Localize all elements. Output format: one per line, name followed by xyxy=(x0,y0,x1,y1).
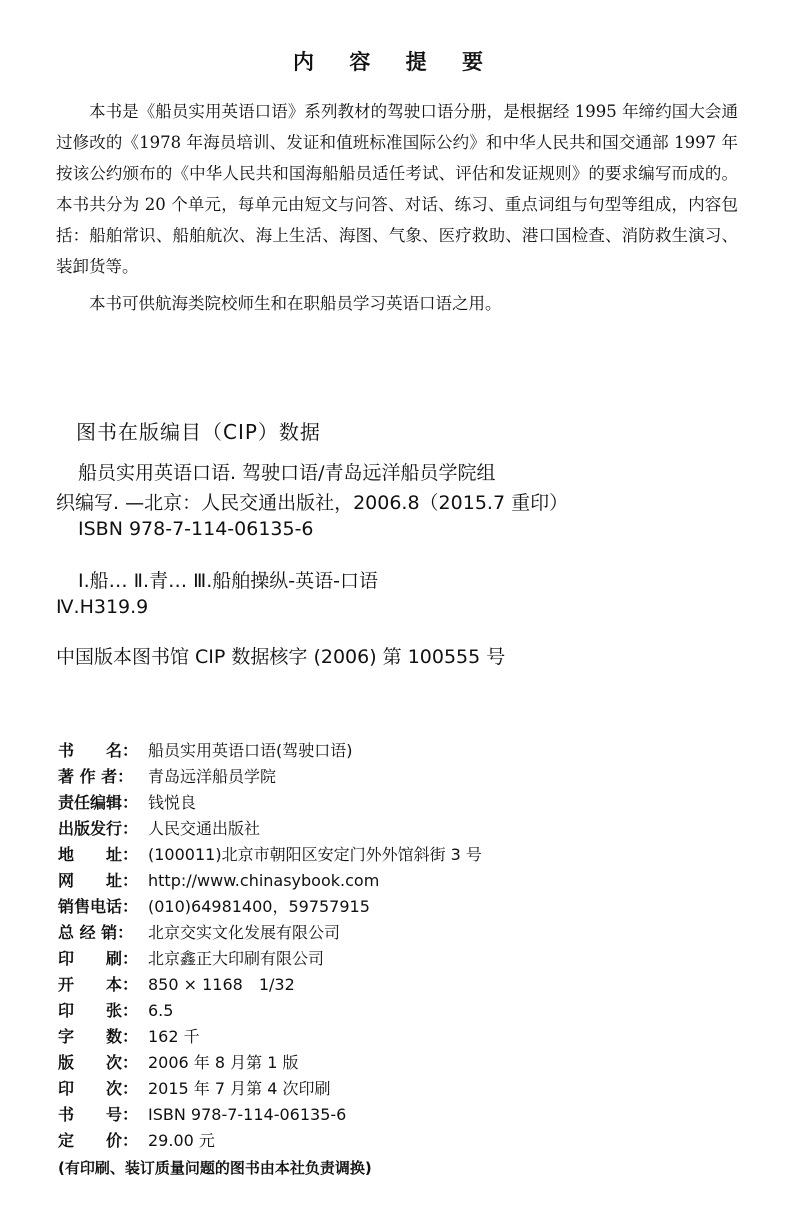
info-label: 开 本： xyxy=(58,975,139,994)
cip-line: 中国版本图书馆 CIP 数据核字 (2006) 第 100555 号 xyxy=(56,646,506,668)
info-value: 6.5 xyxy=(148,1001,174,1020)
info-value: 162 千 xyxy=(148,1027,200,1046)
info-row-sheets xyxy=(58,998,748,1024)
info-label: 印 刷： xyxy=(58,949,139,968)
info-row-edition xyxy=(58,1050,748,1076)
info-row-address xyxy=(58,842,748,868)
info-value: (010)64981400，59757915 xyxy=(148,897,370,916)
cip-line: Ⅳ.H319.9 xyxy=(56,596,149,618)
info-row-printer xyxy=(58,946,748,972)
info-label: 字 数： xyxy=(58,1027,139,1046)
info-label: 定 价： xyxy=(58,1131,139,1150)
cip-line: 船员实用英语口语. 驾驶口语/青岛远洋船员学院组 xyxy=(78,462,496,484)
info-label: 责任编辑： xyxy=(58,793,139,812)
info-label: 网 址： xyxy=(58,871,139,890)
info-row-format xyxy=(58,972,748,998)
info-value: (100011)北京市朝阳区安定门外外馆斜街 3 号 xyxy=(148,845,482,864)
info-value: 人民交通出版社 xyxy=(148,819,261,838)
cip-line: ISBN 978-7-114-06135-6 xyxy=(78,518,314,540)
info-label: 出版发行： xyxy=(58,819,139,838)
info-row-price xyxy=(58,1128,748,1154)
info-row-word-count xyxy=(58,1024,748,1050)
info-label: 印 次： xyxy=(58,1079,139,1098)
info-value: 青岛远洋船员学院 xyxy=(148,767,277,786)
info-value: 2006 年 8 月第 1 版 xyxy=(148,1053,299,1072)
info-value: 北京交实文化发展有限公司 xyxy=(148,923,341,942)
cip-heading: 图书在版编目（CIP）数据 xyxy=(76,420,321,444)
info-label: 销售电话： xyxy=(58,897,139,916)
info-row-distributor xyxy=(58,920,748,946)
cip-line: 织编写. —北京：人民交通出版社，2006.8（2015.7 重印） xyxy=(56,492,569,514)
info-value: 2015 年 7 月第 4 次印刷 xyxy=(148,1079,331,1098)
info-row-title xyxy=(58,738,748,764)
info-row-printing xyxy=(58,1076,748,1102)
info-label: 书 名： xyxy=(58,741,139,760)
abstract-text xyxy=(56,96,738,319)
abstract-paragraph: 本书是《船员实用英语口语》系列教材的驾驶口语分册，是根据经 1995 年缔约国大会通过修改的《1978 年海员培训、发证和值班标准国际公约》和中华人民共和国交通部 1997 年按该公约颁布的《中华人民共和国海船船员适任考试、评估和发证规则》的要求编写而成的。本书共分为 20 个单元，每单元由短文与问答、对话、练习、重点词组与句型等组成，内容包括：船舶常识、船舶航次、海上生活、海图、气象、医疗救助、港口国检查、消防救生演习、装卸货等。 xyxy=(56,102,738,276)
info-label: 印 张： xyxy=(58,1001,139,1020)
info-label: 地 址： xyxy=(58,845,139,864)
info-value: 850 × 1168 1/32 xyxy=(148,975,295,994)
info-label: 总 经 销： xyxy=(58,923,134,942)
info-row-website xyxy=(58,868,748,894)
info-label: 书 号： xyxy=(58,1105,139,1124)
info-label: 著 作 者： xyxy=(58,767,134,786)
section-title: 内 容 提 要 xyxy=(293,50,497,74)
info-value: ISBN 978-7-114-06135-6 xyxy=(148,1105,347,1124)
info-value: 29.00 元 xyxy=(148,1131,215,1150)
cip-line: Ⅰ.船… Ⅱ.青… Ⅲ.船舶操纵-英语-口语 xyxy=(78,570,378,592)
info-row-publisher xyxy=(58,816,748,842)
info-row-isbn xyxy=(58,1102,748,1128)
publication-info xyxy=(58,738,748,1182)
info-row-sales-phone xyxy=(58,894,748,920)
info-value: 船员实用英语口语(驾驶口语) xyxy=(148,741,353,760)
info-value: 北京鑫正大印刷有限公司 xyxy=(148,949,325,968)
abstract-paragraph: 本书可供航海类院校师生和在职船员学习英语口语之用。 xyxy=(89,294,502,313)
info-value: http://www.chinasybook.com xyxy=(148,871,380,890)
info-row-editor xyxy=(58,790,748,816)
info-value: 钱悦良 xyxy=(148,793,197,812)
quality-footnote: (有印刷、装订质量问题的图书由本社负责调换) xyxy=(58,1159,372,1177)
info-label: 版 次： xyxy=(58,1053,139,1072)
info-row-author xyxy=(58,764,748,790)
